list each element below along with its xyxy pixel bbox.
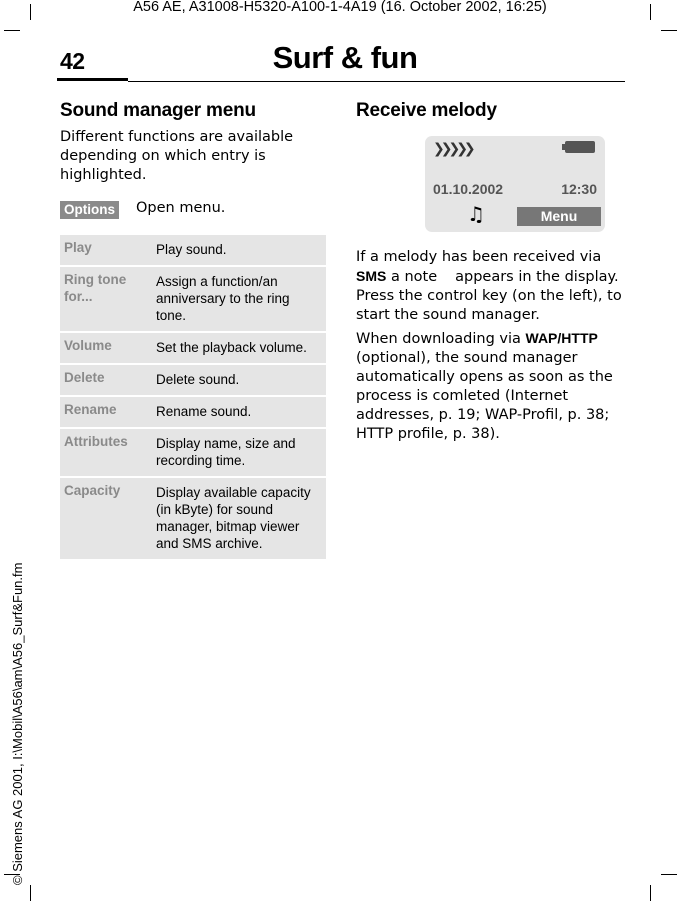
section-heading-receive-melody: Receive melody xyxy=(356,100,497,121)
menu-term: Volume xyxy=(60,332,150,364)
menu-description: Rename sound. xyxy=(150,396,326,428)
menu-term: Play xyxy=(60,235,150,266)
crop-mark xyxy=(30,4,31,20)
crop-mark xyxy=(661,30,677,31)
document-header-line: A56 AE, A31008-H5320-A100-1-4A19 (16. October 2002, 16:25) xyxy=(133,0,547,15)
crop-mark xyxy=(30,885,31,901)
table-row xyxy=(60,332,326,364)
download-paragraph xyxy=(356,329,626,444)
sms-term: SMS xyxy=(356,268,387,284)
options-softkey: Options xyxy=(60,201,119,219)
crop-mark xyxy=(661,874,677,875)
wap-http-term: WAP/HTTP xyxy=(525,330,598,346)
sound-manager-menu-table xyxy=(60,235,326,561)
menu-description: Assign a function/an anniversary to the ring tone. xyxy=(150,266,326,332)
copyright-side-note: © Siemens AG 2001, I:\Mobil\A56\am\A56_Surf&Fun.fm xyxy=(10,562,25,885)
menu-term: Capacity xyxy=(60,477,150,560)
battery-icon xyxy=(565,141,595,153)
table-row xyxy=(60,396,326,428)
page-title: Surf & fun xyxy=(272,40,418,75)
menu-term: Attributes xyxy=(60,428,150,477)
display-date: 01.10.2002 xyxy=(433,181,504,197)
para1-text-b: a note xyxy=(386,269,438,285)
music-note-icon: ♫ xyxy=(467,202,485,226)
menu-description: Play sound. xyxy=(150,235,326,266)
crop-mark xyxy=(650,4,651,20)
phone-display-illustration xyxy=(425,136,605,232)
intro-paragraph: Different functions are available depending on which entry is highlighted. xyxy=(60,129,294,183)
crop-mark xyxy=(650,885,651,901)
table-row xyxy=(60,266,326,332)
header-rule-thin xyxy=(128,81,625,82)
signal-strength-icon: ❯❯❯❯❯ xyxy=(433,141,472,157)
table-row xyxy=(60,235,326,266)
page-number: 42 xyxy=(60,48,85,74)
header-rule-thick xyxy=(57,78,128,81)
menu-softkey: Menu xyxy=(517,207,601,226)
table-row xyxy=(60,364,326,396)
table-row xyxy=(60,477,326,560)
options-description: Open menu. xyxy=(136,200,226,216)
menu-description: Set the playback volume. xyxy=(150,332,326,364)
menu-term: Delete xyxy=(60,364,150,396)
menu-description: Display name, size and recording time. xyxy=(150,428,326,477)
table-row xyxy=(60,428,326,477)
para2-text-a: When downloading via xyxy=(356,331,526,347)
menu-description: Display available capacity (in kByte) for sound manager, bitmap viewer and SMS archive. xyxy=(150,477,326,560)
para1-text-a: If a melody has been received via xyxy=(356,249,602,265)
menu-term: Rename xyxy=(60,396,150,428)
crop-mark xyxy=(4,30,20,31)
options-row xyxy=(60,199,226,219)
para2-text-b: (optional), the sound manager automatically opens as soon as the process is comleted (Internet addresses, p. 19; WAP-Profil, p. 38; HTTP profile, p. 38). xyxy=(356,350,613,442)
para1-text-c: appears in the display. Press the control key (on the left), to start the sound manager. xyxy=(356,269,622,323)
receive-melody-paragraph xyxy=(356,248,626,325)
menu-description: Delete sound. xyxy=(150,364,326,396)
menu-term: Ring tone for... xyxy=(60,266,150,332)
display-time: 12:30 xyxy=(561,181,597,197)
section-heading-sound-manager: Sound manager menu xyxy=(60,100,256,121)
